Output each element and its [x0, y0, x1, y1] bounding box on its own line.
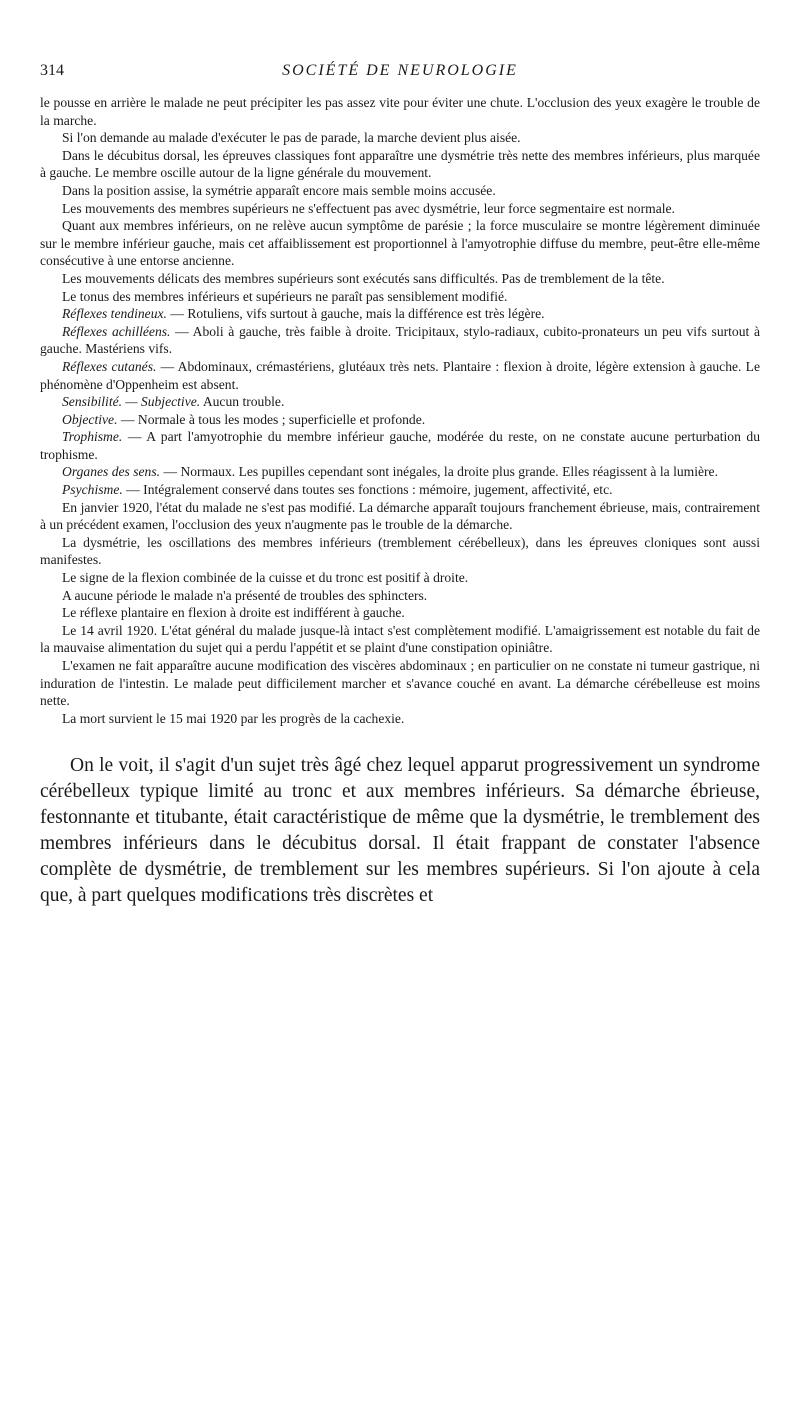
paragraph-text: Dans la position assise, la symétrie apparaît encore mais semble moins accusée.	[62, 182, 496, 198]
discussion-body	[40, 753, 760, 909]
body-paragraph	[40, 94, 760, 129]
paragraph-text: Les mouvements délicats des membres supérieurs sont exécutés sans difficultés. Pas de tremblement de la tête.	[62, 270, 665, 286]
paragraph-text: En janvier 1920, l'état du malade ne s'est pas modifié. La démarche apparaît toujours franchement ébrieuse, mais, contrairement à un précédent examen, l'occlusion des yeux n'augmente pas le trouble de la démarche.	[40, 499, 760, 533]
paragraph-text: Le réflexe plantaire en flexion à droite est indifférent à gauche.	[62, 605, 405, 621]
paragraph-text: — Normaux. Les pupilles cependant sont inégales, la droite plus grande. Elles réagissent à la lumière.	[160, 464, 718, 480]
paragraph-text: — Aboli à gauche, très faible à droite. Tricipitaux, stylo-radiaux, cubito-pronateurs un peu vifs surtout à gauche. Mastériens vifs.	[40, 323, 760, 357]
body-paragraph	[40, 428, 760, 463]
running-title: SOCIÉTÉ DE NEUROLOGIE	[282, 62, 518, 79]
paragraph-text: L'examen ne fait apparaître aucune modification des viscères abdominaux ; en particulier on ne constate ni tumeur gastrique, ni induration de l'intestin. Le malade peut difficilement marcher et s'avance couché en avant. La démarche cérébelleuse est moins nette.	[40, 658, 760, 709]
paragraph-lead: Objective.	[62, 411, 118, 427]
paragraph-text: A aucune période le malade n'a présenté de troubles des sphincters.	[62, 587, 428, 603]
body-paragraph	[40, 129, 760, 147]
body-paragraph	[40, 710, 760, 728]
paragraph-text: — Rotuliens, vifs surtout à gauche, mais la différence est très légère.	[166, 306, 545, 322]
body-paragraph	[40, 604, 760, 622]
paragraph-text: Le tonus des membres inférieurs et supérieurs ne paraît pas sensiblement modifié.	[62, 288, 508, 304]
paragraph-text: Quant aux membres inférieurs, on ne relève aucun symptôme de parésie ; la force musculaire se montre légèrement diminuée sur le membre inférieur gauche, mais cet affaiblissement est proportionnel à l'amyotrophie diffuse du membre, peut-être elle-même consécutive à une entorse ancienne.	[40, 218, 760, 269]
body-paragraph	[40, 305, 760, 323]
body-paragraph	[40, 569, 760, 587]
paragraph-lead: Sensibilité. — Subjective.	[62, 394, 201, 410]
paragraph-text: — Intégralement conservé dans toutes ses fonctions : mémoire, jugement, affectivité, etc.	[122, 482, 613, 498]
page-number: 314	[40, 62, 64, 79]
body-paragraph	[40, 481, 760, 499]
paragraph-text: Le 14 avril 1920. L'état général du malade jusque-là intact s'est complètement modifié. L'amaigrissement est notable du fait de la mauvaise alimentation du sujet qui a perdu l'appétit et se plaint d'une constipation opiniâtre.	[40, 622, 760, 656]
body-paragraph	[40, 534, 760, 569]
paragraph-text: — Abdominaux, crémastériens, glutéaux très nets. Plantaire : flexion à droite, légère extension à gauche. Le phénomène d'Oppenheim est absent.	[40, 358, 760, 392]
paragraph-text: Aucun trouble.	[200, 394, 285, 410]
body-paragraph	[40, 200, 760, 218]
paragraph-lead: Psychisme.	[62, 482, 123, 498]
body-paragraph	[40, 358, 760, 393]
body-paragraph	[40, 217, 760, 270]
paragraph-text: Les mouvements des membres supérieurs ne s'effectuent pas avec dysmétrie, leur force segmentaire est normale.	[62, 200, 675, 216]
body-paragraph	[40, 463, 760, 481]
paragraph-lead: Trophisme.	[62, 429, 123, 445]
body-paragraph	[40, 270, 760, 288]
body-paragraph	[40, 288, 760, 306]
paragraph-lead: Organes des sens.	[62, 464, 161, 480]
body-paragraph	[40, 587, 760, 605]
body-paragraph	[40, 147, 760, 182]
body-paragraph	[40, 622, 760, 657]
page-header	[40, 50, 760, 84]
paragraph-text: — A part l'amyotrophie du membre inférieur gauche, modérée du reste, on ne constate aucune perturbation du trophisme.	[40, 429, 760, 462]
paragraph-lead: Réflexes cutanés.	[62, 358, 157, 374]
paragraph-text: Dans le décubitus dorsal, les épreuves classiques font apparaître une dysmétrie très nette des membres inférieurs, plus marquée à gauche. Le membre oscille autour de la ligne générale du mouvement.	[40, 147, 760, 181]
body-paragraph	[40, 411, 760, 429]
body-paragraph	[40, 323, 760, 358]
paragraph-text: le pousse en arrière le malade ne peut précipiter les pas assez vite pour éviter une chute. L'occlusion des yeux exagère le trouble de la marche.	[40, 95, 760, 128]
discussion-paragraph: On le voit, il s'agit d'un sujet très âgé chez lequel apparut progressivement un syndrome cérébelleux typique limité au tronc et aux membres inférieurs. Sa démarche ébrieuse, festonnante et titubante, était caractéristique de même que la dysmétrie, le tremblement des membres inférieurs dans le décubitus dorsal. Il était frappant de constater l'absence complète de dysmétrie, de tremblement sur les membres supérieurs. Si l'on ajoute à cela que, à part quelques modifications très discrètes et	[40, 755, 760, 907]
body-paragraph	[40, 393, 760, 411]
paragraph-text: — Normale à tous les modes ; superficielle et profonde.	[117, 411, 426, 427]
paragraph-text: La dysmétrie, les oscillations des membres inférieurs (tremblement cérébelleux), dans les épreuves cloniques sont aussi manifestes.	[40, 534, 760, 568]
body-paragraph	[40, 657, 760, 710]
case-report-body	[40, 94, 760, 727]
paragraph-text: Le signe de la flexion combinée de la cuisse et du tronc est positif à droite.	[62, 570, 469, 586]
body-paragraph	[40, 499, 760, 534]
body-paragraph	[40, 182, 760, 200]
paragraph-lead: Réflexes tendineux.	[62, 306, 167, 322]
paragraph-text: Si l'on demande au malade d'exécuter le pas de parade, la marche devient plus aisée.	[62, 130, 521, 146]
paragraph-lead: Réflexes achilléens.	[62, 323, 171, 339]
paragraph-text: La mort survient le 15 mai 1920 par les progrès de la cachexie.	[62, 710, 405, 726]
